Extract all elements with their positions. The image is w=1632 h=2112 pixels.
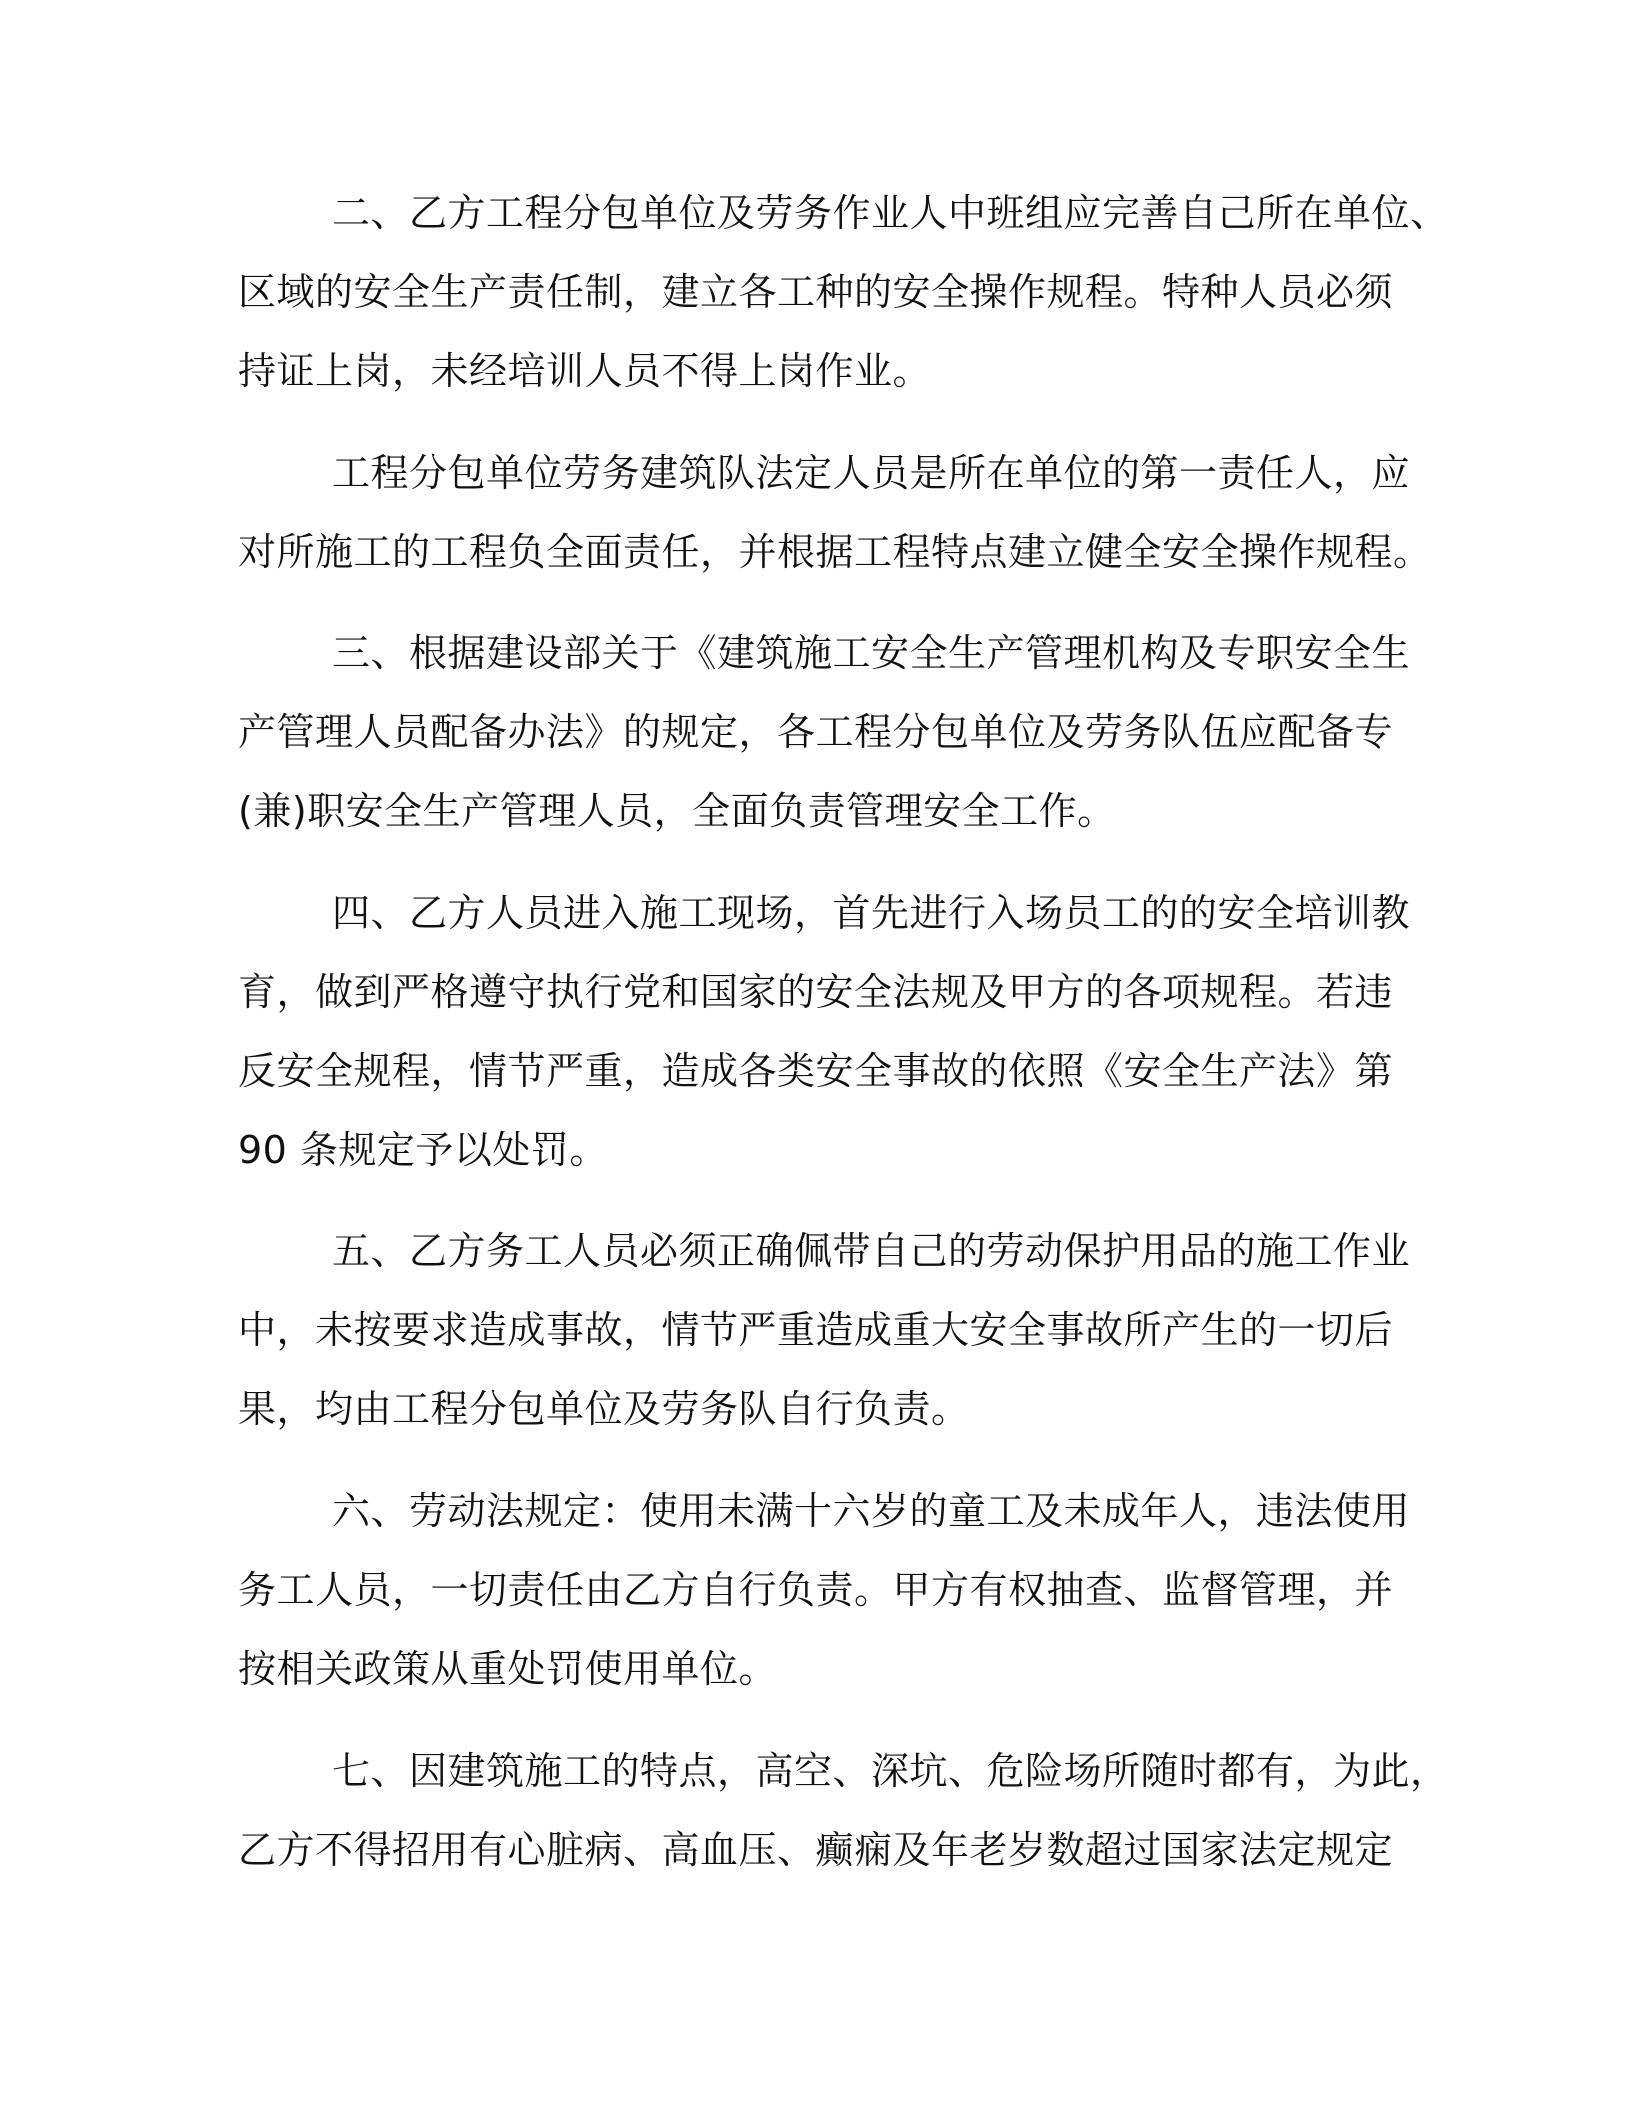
paragraph-6-line-3: 按相关政策从重处罚使用单位。 bbox=[238, 1647, 778, 1691]
paragraph-7-line-1: 七、因建筑施工的特点，高空、深坑、危险场所随时都有，为此， bbox=[332, 1749, 1449, 1793]
paragraph-2b-line-1: 工程分包单位劳务建筑队法定人员是所在单位的第一责任人，应 bbox=[332, 451, 1411, 495]
paragraph-2-line-2: 区域的安全生产责任制，建立各工种的安全操作规程。特种人员必须 bbox=[238, 270, 1394, 314]
paragraph-4-line-3: 反安全规程，情节严重，造成各类安全事故的依照《安全生产法》第 bbox=[238, 1049, 1394, 1093]
paragraph-3-line-2: 产管理人员配备办法》的规定，各工程分包单位及劳务队伍应配备专 bbox=[238, 710, 1394, 754]
paragraph-2b-line-2: 对所施工的工程负全面责任，并根据工程特点建立健全安全操作规程。 bbox=[238, 530, 1432, 574]
paragraph-2-line-3: 持证上岗，未经培训人员不得上岗作业。 bbox=[238, 349, 932, 393]
paragraph-5-line-2: 中，未按要求造成事故，情节严重造成重大安全事故所产生的一切后 bbox=[238, 1308, 1394, 1352]
paragraph-3-line-3: (兼)职安全生产管理人员，全面负责管理安全工作。 bbox=[238, 789, 1116, 833]
paragraph-2-line-1: 二、乙方工程分包单位及劳务作业人中班组应完善自己所在单位、 bbox=[332, 191, 1449, 235]
paragraph-5-line-3: 果，均由工程分包单位及劳务队自行负责。 bbox=[238, 1387, 970, 1431]
paragraph-4-line-4: 90 条规定予以处罚。 bbox=[238, 1128, 608, 1172]
paragraph-4-line-2: 育，做到严格遵守执行党和国家的安全法规及甲方的各项规程。若违 bbox=[238, 970, 1394, 1014]
paragraph-4-line-1: 四、乙方人员进入施工现场，首先进行入场员工的的安全培训教 bbox=[332, 891, 1411, 935]
paragraph-6-line-1: 六、劳动法规定：使用未满十六岁的童工及未成年人，违法使用 bbox=[332, 1489, 1411, 1533]
paragraph-6-line-2: 务工人员，一切责任由乙方自行负责。甲方有权抽查、监督管理，并 bbox=[238, 1568, 1394, 1612]
paragraph-5-line-1: 五、乙方务工人员必须正确佩带自己的劳动保护用品的施工作业 bbox=[332, 1229, 1411, 1273]
paragraph-3-line-1: 三、根据建设部关于《建筑施工安全生产管理机构及专职安全生 bbox=[332, 631, 1411, 675]
paragraph-7-line-2: 乙方不得招用有心脏病、高血压、癫痫及年老岁数超过国家法定规定 bbox=[238, 1828, 1394, 1872]
